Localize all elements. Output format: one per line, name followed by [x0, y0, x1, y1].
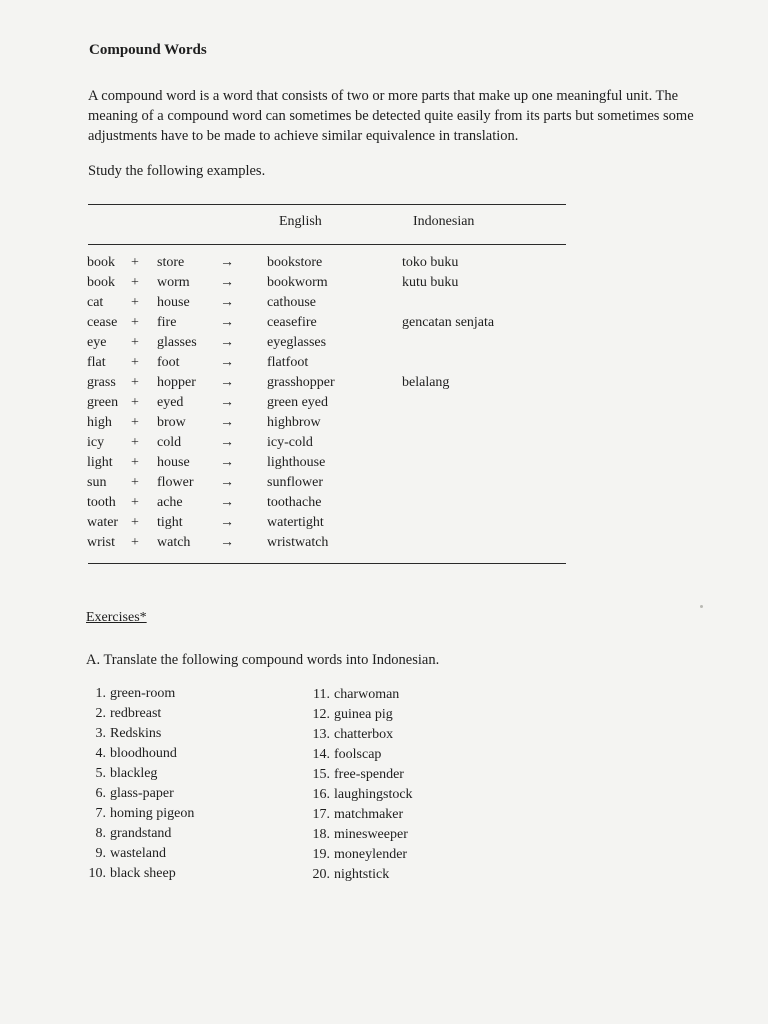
indonesian-translation: toko buku: [402, 255, 459, 270]
exercise-item: [84, 864, 284, 884]
arrow-icon: →: [220, 355, 234, 370]
second-part: ache: [157, 495, 183, 510]
exercise-number: 19.: [312, 847, 330, 862]
exercise-item: [308, 865, 528, 885]
table-header-rule: [88, 244, 566, 245]
exercise-word: free-spender: [334, 767, 404, 782]
plus-sign: +: [131, 495, 139, 510]
table-row: [0, 413, 768, 433]
exercise-item: [308, 725, 528, 745]
arrow-icon: →: [220, 515, 234, 530]
exercise-word: guinea pig: [334, 707, 393, 722]
arrow-icon: →: [220, 395, 234, 410]
arrow-icon: →: [220, 295, 234, 310]
table-row: [0, 513, 768, 533]
intro-line: meaning of a compound word can sometimes be detected quite easily from its parts but sometimes some: [88, 108, 694, 124]
table-row: [0, 313, 768, 333]
english-compound: bookworm: [267, 275, 328, 290]
english-compound: highbrow: [267, 415, 321, 430]
exercise-number: 17.: [312, 807, 330, 822]
english-compound: green eyed: [267, 395, 329, 410]
exercise-number: 4.: [95, 746, 106, 761]
exercise-item: [84, 784, 284, 804]
table-bottom-rule: [88, 563, 566, 564]
exercise-word: blackleg: [110, 766, 158, 781]
arrow-icon: →: [220, 375, 234, 390]
table-top-rule: [88, 204, 566, 205]
indonesian-translation: belalang: [402, 375, 450, 390]
table-row: [0, 533, 768, 553]
plus-sign: +: [131, 435, 139, 450]
exercise-word: bloodhound: [110, 746, 177, 761]
exercise-number: 12.: [312, 707, 330, 722]
exercise-number: 6.: [95, 786, 106, 801]
exercise-item: [308, 825, 528, 845]
plus-sign: +: [131, 295, 139, 310]
plus-sign: +: [131, 375, 139, 390]
second-part: brow: [157, 415, 186, 430]
second-part: cold: [157, 435, 182, 450]
second-part: store: [157, 255, 185, 270]
exercise-item: [308, 765, 528, 785]
indonesian-translation: gencatan senjata: [402, 315, 495, 330]
english-compound: bookstore: [267, 255, 323, 270]
plus-sign: +: [131, 535, 139, 550]
exercise-item: [84, 684, 284, 704]
exercise-list-right: [308, 685, 528, 885]
second-part: worm: [157, 275, 190, 290]
exercise-item: [308, 745, 528, 765]
english-compound: lighthouse: [267, 455, 326, 470]
english-compound: ceasefire: [267, 315, 317, 330]
first-part: tooth: [87, 495, 116, 510]
exercise-item: [84, 704, 284, 724]
second-part: hopper: [157, 375, 196, 390]
intro-line: adjustments have to be made to achieve similar equivalence in translation.: [88, 128, 519, 144]
english-compound: wristwatch: [267, 535, 329, 550]
first-part: wrist: [87, 535, 115, 550]
first-part: high: [87, 415, 112, 430]
first-part: green: [87, 395, 119, 410]
second-part: glasses: [157, 335, 197, 350]
second-part: watch: [157, 535, 191, 550]
intro-paragraph: [88, 86, 694, 146]
exercise-item: [308, 785, 528, 805]
exercise-number: 20.: [312, 867, 330, 882]
exercise-number: 10.: [88, 866, 106, 881]
table-row: [0, 353, 768, 373]
arrow-icon: →: [220, 315, 234, 330]
table-row: [0, 333, 768, 353]
exercise-item: [84, 824, 284, 844]
study-instruction: Study the following examples.: [88, 163, 266, 179]
first-part: book: [87, 275, 115, 290]
exercise-word: black sheep: [110, 866, 176, 881]
exercise-item: [84, 764, 284, 784]
exercise-number: 5.: [95, 766, 106, 781]
arrow-icon: →: [220, 435, 234, 450]
second-part: tight: [157, 515, 183, 530]
exercise-word: glass-paper: [110, 786, 174, 801]
exercise-word: laughingstock: [334, 787, 413, 802]
first-part: flat: [87, 355, 106, 370]
first-part: water: [87, 515, 119, 530]
table-row: [0, 473, 768, 493]
first-part: cat: [87, 295, 104, 310]
exercise-item: [84, 844, 284, 864]
arrow-icon: →: [220, 535, 234, 550]
table-row: [0, 253, 768, 273]
exercise-word: charwoman: [334, 687, 400, 702]
second-part: flower: [157, 475, 194, 490]
table-row: [0, 433, 768, 453]
paper-speck: [700, 605, 703, 608]
english-compound: cathouse: [267, 295, 316, 310]
exercise-item: [308, 685, 528, 705]
first-part: book: [87, 255, 115, 270]
exercise-number: 14.: [312, 747, 330, 762]
first-part: grass: [87, 375, 116, 390]
exercise-item: [84, 724, 284, 744]
exercise-word: wasteland: [110, 846, 166, 861]
plus-sign: +: [131, 395, 139, 410]
second-part: house: [157, 295, 190, 310]
exercise-word: homing pigeon: [110, 806, 195, 821]
table-row: [0, 393, 768, 413]
plus-sign: +: [131, 515, 139, 530]
exercise-instruction: A. Translate the following compound words into Indonesian.: [86, 652, 440, 668]
exercise-word: matchmaker: [334, 807, 404, 822]
exercise-word: nightstick: [334, 867, 390, 882]
plus-sign: +: [131, 275, 139, 290]
exercise-item: [308, 805, 528, 825]
first-part: cease: [87, 315, 118, 330]
exercise-item: [308, 845, 528, 865]
table-row: [0, 453, 768, 473]
exercise-word: chatterbox: [334, 727, 394, 742]
first-part: light: [87, 455, 113, 470]
arrow-icon: →: [220, 275, 234, 290]
exercise-number: 15.: [312, 767, 330, 782]
plus-sign: +: [131, 255, 139, 270]
column-header-english: English: [279, 214, 322, 229]
exercise-word: redbreast: [110, 706, 162, 721]
exercise-word: green-room: [110, 686, 176, 701]
english-compound: flatfoot: [267, 355, 309, 370]
table-row: [0, 293, 768, 313]
arrow-icon: →: [220, 255, 234, 270]
second-part: foot: [157, 355, 180, 370]
second-part: fire: [157, 315, 177, 330]
arrow-icon: →: [220, 415, 234, 430]
english-compound: icy-cold: [267, 435, 313, 450]
english-compound: watertight: [267, 515, 324, 530]
plus-sign: +: [131, 455, 139, 470]
english-compound: grasshopper: [267, 375, 335, 390]
exercise-number: 18.: [312, 827, 330, 842]
arrow-icon: →: [220, 495, 234, 510]
exercise-number: 11.: [313, 687, 330, 702]
exercises-heading: Exercises*: [86, 610, 147, 625]
exercise-word: foolscap: [334, 747, 382, 762]
english-compound: toothache: [267, 495, 322, 510]
exercise-list-left: [84, 684, 284, 884]
plus-sign: +: [131, 335, 139, 350]
plus-sign: +: [131, 475, 139, 490]
exercise-number: 2.: [95, 706, 106, 721]
exercise-number: 8.: [95, 826, 106, 841]
first-part: icy: [87, 435, 105, 450]
intro-line: A compound word is a word that consists of two or more parts that make up one meaningful unit. The: [88, 88, 679, 104]
exercise-number: 9.: [95, 846, 106, 861]
exercise-item: [308, 705, 528, 725]
exercise-number: 3.: [95, 726, 106, 741]
exercise-number: 13.: [312, 727, 330, 742]
exercise-word: grandstand: [110, 826, 172, 841]
table-row: [0, 373, 768, 393]
exercise-word: Redskins: [110, 726, 162, 741]
arrow-icon: →: [220, 335, 234, 350]
exercise-item: [84, 744, 284, 764]
exercise-number: 1.: [95, 686, 106, 701]
plus-sign: +: [131, 315, 139, 330]
second-part: eyed: [157, 395, 184, 410]
exercise-number: 7.: [95, 806, 106, 821]
second-part: house: [157, 455, 190, 470]
column-header-indonesian: Indonesian: [413, 214, 475, 229]
first-part: sun: [87, 475, 107, 490]
english-compound: sunflower: [267, 475, 323, 490]
exercise-word: moneylender: [334, 847, 408, 862]
table-row: [0, 273, 768, 293]
arrow-icon: →: [220, 475, 234, 490]
indonesian-translation: kutu buku: [402, 275, 459, 290]
plus-sign: +: [131, 355, 139, 370]
page-title: Compound Words: [89, 42, 207, 58]
english-compound: eyeglasses: [267, 335, 327, 350]
table-row: [0, 493, 768, 513]
first-part: eye: [87, 335, 107, 350]
plus-sign: +: [131, 415, 139, 430]
arrow-icon: →: [220, 455, 234, 470]
exercise-word: minesweeper: [334, 827, 408, 842]
exercise-item: [84, 804, 284, 824]
exercise-number: 16.: [312, 787, 330, 802]
